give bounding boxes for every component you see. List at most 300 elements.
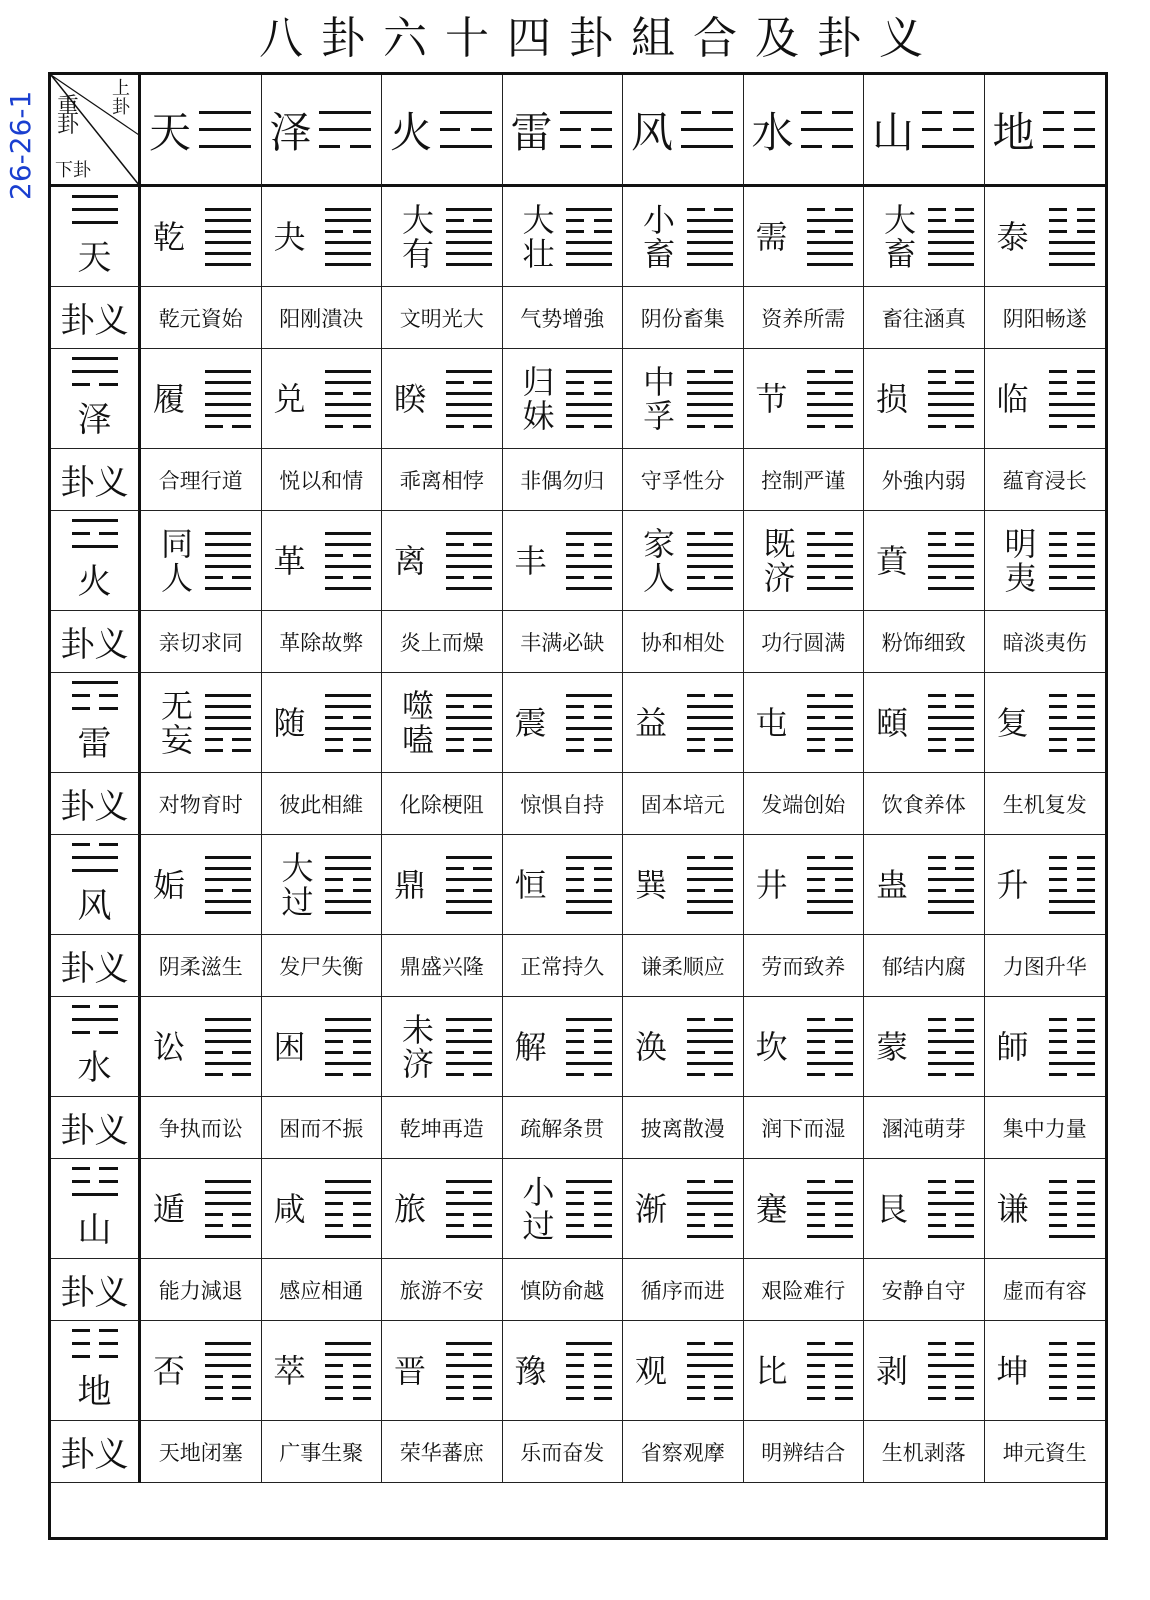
yin-line (1049, 1386, 1095, 1389)
hexagram-symbol (446, 1180, 492, 1238)
hexagram-meaning: 功行圆满 (744, 611, 865, 673)
yin-line (566, 889, 612, 892)
yang-line (325, 867, 371, 870)
hexagram-symbol (807, 856, 853, 914)
yang-line (205, 532, 251, 535)
yang-line (325, 219, 371, 222)
hexagram-symbol (928, 208, 974, 266)
hexagram-meaning: 阳刚潰决 (262, 287, 383, 349)
yang-line (566, 1062, 612, 1065)
yin-line (807, 1202, 853, 1205)
yang-line (446, 554, 492, 557)
yin-line (566, 230, 612, 233)
yin-line (205, 1375, 251, 1378)
hexagram-symbol (1049, 208, 1095, 266)
yang-line (928, 414, 974, 417)
hexagram-cell (503, 187, 624, 287)
yang-line (566, 587, 612, 590)
meaning-row-label: 卦义 (51, 449, 141, 511)
yang-line (687, 878, 733, 881)
hexagram-cell (623, 835, 744, 935)
hexagram-meaning: 溷沌萌芽 (864, 1097, 985, 1159)
hexagram-symbol (325, 694, 371, 752)
trigram-name: 地 (77, 1371, 112, 1412)
yin-line (807, 230, 853, 233)
yin-line (1049, 1353, 1095, 1356)
yin-line (205, 1051, 251, 1054)
yin-line (325, 1051, 371, 1054)
hexagram-meaning: 循序而进 (623, 1259, 744, 1321)
hexagram-cell (382, 349, 503, 449)
hexagram-cell (623, 997, 744, 1097)
yang-line (687, 392, 733, 395)
hexagram-name: 随 (273, 703, 306, 742)
yang-line (566, 1235, 612, 1238)
yin-line (72, 1031, 118, 1034)
hexagram-name: 比 (755, 1351, 788, 1390)
yin-line (1043, 145, 1095, 148)
yang-line (1049, 900, 1095, 903)
hexagram-meaning: 郁结内腐 (864, 935, 985, 997)
hexagram-symbol (205, 1018, 251, 1076)
hexagram-name: 未济 (401, 1010, 434, 1083)
upper-trigram-header (744, 75, 865, 187)
yang-line (199, 145, 251, 148)
hexagram-cell (382, 835, 503, 935)
yang-line (566, 1180, 612, 1183)
hexagram-name: 涣 (635, 1027, 668, 1066)
meaning-row-label: 卦义 (51, 773, 141, 835)
hexagram-symbol (807, 1180, 853, 1238)
yang-line (446, 1202, 492, 1205)
hexagram-cell (744, 1159, 865, 1259)
yang-line (687, 403, 733, 406)
hexagram-name: 師 (996, 1027, 1029, 1066)
hexagram-cell (262, 835, 383, 935)
yang-line (446, 1062, 492, 1065)
yin-line (325, 1375, 371, 1378)
yin-line (205, 1224, 251, 1227)
lower-trigram-label (51, 997, 141, 1097)
yin-line (205, 738, 251, 741)
yang-line (446, 392, 492, 395)
yin-line (566, 1191, 612, 1194)
hexagram-symbol (807, 532, 853, 590)
hexagram-meaning: 暗淡夷伤 (985, 611, 1106, 673)
hexagram-meaning: 阴阳畅遂 (985, 287, 1106, 349)
yin-line (922, 111, 974, 114)
yin-line (928, 1386, 974, 1389)
hexagram-meaning: 披离散漫 (623, 1097, 744, 1159)
yin-line (928, 1073, 974, 1076)
yin-line (928, 219, 974, 222)
hexagram-name: 震 (514, 703, 547, 742)
hexagram-meaning: 劳而致养 (744, 935, 865, 997)
yin-line (801, 145, 853, 148)
yin-line (1049, 425, 1095, 428)
yin-line (1049, 1051, 1095, 1054)
trigram-symbol (72, 1329, 118, 1358)
yang-line (566, 241, 612, 244)
yin-line (928, 532, 974, 535)
hexagram-meaning: 天地闭塞 (141, 1421, 262, 1483)
hexagram-name: 旅 (394, 1189, 427, 1228)
yang-line (687, 252, 733, 255)
yin-line (566, 1353, 612, 1356)
yin-line (325, 392, 371, 395)
yang-line (928, 1202, 974, 1205)
yang-line (922, 145, 974, 148)
yin-line (560, 145, 612, 148)
yang-line (446, 878, 492, 881)
yin-line (1049, 856, 1095, 859)
yang-line (325, 565, 371, 568)
yin-line (325, 889, 371, 892)
hexagram-symbol (205, 208, 251, 266)
yin-line (687, 1213, 733, 1216)
upper-trigram-header (985, 75, 1106, 187)
hexagram-meaning: 气势增強 (503, 287, 624, 349)
yin-line (566, 1202, 612, 1205)
hexagram-cell (623, 187, 744, 287)
yang-line (687, 414, 733, 417)
hexagram-meaning: 困而不振 (262, 1097, 383, 1159)
hexagram-meaning: 彼此相維 (262, 773, 383, 835)
yang-line (446, 1018, 492, 1021)
hexagram-meaning: 控制严谨 (744, 449, 865, 511)
yang-line (325, 1180, 371, 1183)
yang-line (446, 1180, 492, 1183)
yang-line (566, 1342, 612, 1345)
hexagram-meaning: 艰险难行 (744, 1259, 865, 1321)
yin-line (801, 111, 853, 114)
yin-line (687, 856, 733, 859)
trigram-symbol (72, 681, 118, 710)
yin-line (446, 1224, 492, 1227)
yin-line (1049, 889, 1095, 892)
yang-line (325, 1353, 371, 1356)
yin-line (566, 1051, 612, 1054)
hexagram-cell (141, 673, 262, 773)
yin-line (687, 1051, 733, 1054)
yang-line (446, 208, 492, 211)
yin-line (807, 576, 853, 579)
trigram-name: 水 (77, 1047, 112, 1088)
yang-line (205, 900, 251, 903)
yin-line (446, 1375, 492, 1378)
hexagram-meaning: 力图升华 (985, 935, 1106, 997)
hexagram-name: 艮 (876, 1189, 909, 1228)
yang-line (205, 252, 251, 255)
yang-line (928, 878, 974, 881)
yin-line (807, 878, 853, 881)
yin-line (446, 543, 492, 546)
yang-line (325, 414, 371, 417)
hexagram-cell (382, 997, 503, 1097)
yang-line (325, 543, 371, 546)
yin-line (566, 381, 612, 384)
yang-line (205, 403, 251, 406)
yin-line (446, 381, 492, 384)
yang-line (205, 911, 251, 914)
hexagram-symbol (325, 1342, 371, 1400)
hexagram-symbol (928, 1342, 974, 1400)
yang-line (205, 727, 251, 730)
yang-line (928, 241, 974, 244)
yang-line (205, 241, 251, 244)
hexagram-meaning: 疏解条贯 (503, 1097, 624, 1159)
hexagram-symbol (928, 370, 974, 428)
trigram-symbol (72, 1005, 118, 1034)
hexagram-symbol (687, 856, 733, 914)
hexagram-cell (503, 835, 624, 935)
yin-line (928, 381, 974, 384)
yin-line (446, 1386, 492, 1389)
yin-line (687, 889, 733, 892)
yin-line (446, 576, 492, 579)
yin-line (566, 867, 612, 870)
yin-line (1049, 208, 1095, 211)
yang-line (446, 716, 492, 719)
yang-line (205, 1202, 251, 1205)
hexagram-cell (382, 511, 503, 611)
hexagram-cell (985, 835, 1106, 935)
yin-line (446, 1191, 492, 1194)
hexagram-symbol (1049, 532, 1095, 590)
yin-line (72, 1329, 118, 1332)
yang-line (687, 1364, 733, 1367)
yin-line (446, 425, 492, 428)
yang-line (687, 219, 733, 222)
yin-line (566, 392, 612, 395)
hexagram-cell (864, 997, 985, 1097)
hexagram-cell (985, 187, 1106, 287)
yang-line (1049, 241, 1095, 244)
hexagram-symbol (566, 694, 612, 752)
yang-line (928, 727, 974, 730)
lower-trigram-label (51, 835, 141, 935)
hexagram-symbol (325, 370, 371, 428)
yang-line (325, 911, 371, 914)
yang-line (205, 587, 251, 590)
yang-line (928, 403, 974, 406)
hexagram-cell (141, 1159, 262, 1259)
yang-line (446, 1342, 492, 1345)
trigram-name: 山 (77, 1209, 112, 1250)
yin-line (72, 1167, 118, 1170)
yang-line (928, 263, 974, 266)
yin-line (566, 543, 612, 546)
yang-line (205, 856, 251, 859)
yang-line (72, 856, 118, 859)
yin-line (1049, 543, 1095, 546)
yang-line (566, 370, 612, 373)
table-corner (51, 75, 141, 187)
trigram-name: 水 (751, 107, 794, 157)
yang-line (205, 370, 251, 373)
yang-line (1049, 587, 1095, 590)
yang-line (205, 1364, 251, 1367)
yin-line (928, 889, 974, 892)
hexagram-name: 噬嗑 (401, 686, 434, 759)
hexagram-cell (985, 997, 1106, 1097)
yin-line (1049, 716, 1095, 719)
yin-line (325, 738, 371, 741)
yang-line (687, 867, 733, 870)
hexagram-name: 坎 (755, 1027, 788, 1066)
yang-line (205, 263, 251, 266)
meaning-row-label: 卦义 (51, 1097, 141, 1159)
yin-line (1049, 867, 1095, 870)
yin-line (566, 1029, 612, 1032)
yin-line (325, 878, 371, 881)
yang-line (807, 1353, 853, 1356)
yang-line (205, 543, 251, 546)
yang-line (205, 554, 251, 557)
yin-line (687, 370, 733, 373)
yin-line (72, 1342, 118, 1345)
yin-line (1049, 1397, 1095, 1400)
hexagram-meaning: 乐而奋发 (503, 1421, 624, 1483)
meaning-row-label: 卦义 (51, 287, 141, 349)
hexagram-cell (262, 1159, 383, 1259)
yang-line (205, 694, 251, 697)
corner-label-lower: 下卦 (55, 160, 91, 181)
yin-line (446, 738, 492, 741)
yang-line (681, 128, 733, 131)
yang-line (807, 1235, 853, 1238)
hexagram-symbol (446, 1342, 492, 1400)
yin-line (807, 1375, 853, 1378)
yang-line (440, 111, 492, 114)
hexagram-name: 离 (394, 541, 427, 580)
yin-line (928, 1397, 974, 1400)
yang-line (205, 414, 251, 417)
hexagram-symbol (928, 694, 974, 752)
yang-line (566, 532, 612, 535)
hexagram-name: 大壮 (522, 200, 555, 273)
yin-line (1049, 705, 1095, 708)
hexagram-meaning: 旅游不安 (382, 1259, 503, 1321)
yin-line (1049, 576, 1095, 579)
hexagram-cell (864, 349, 985, 449)
hexagram-name: 损 (876, 379, 909, 418)
hexagram-symbol (446, 856, 492, 914)
yin-line (807, 889, 853, 892)
hexagram-cell (503, 1159, 624, 1259)
yang-line (1049, 565, 1095, 568)
yin-line (1049, 1375, 1095, 1378)
hexagram-cell (623, 1321, 744, 1421)
yin-line (560, 128, 612, 131)
hexagram-cell (503, 511, 624, 611)
yin-line (1049, 381, 1095, 384)
yang-line (446, 587, 492, 590)
upper-trigram-header (382, 75, 503, 187)
yin-line (1049, 1073, 1095, 1076)
yin-line (566, 554, 612, 557)
lower-trigram-label (51, 1159, 141, 1259)
yin-line (928, 1224, 974, 1227)
trigram-symbol (681, 111, 733, 148)
yin-line (325, 749, 371, 752)
lower-trigram-label (51, 1321, 141, 1421)
hexagram-name: 大畜 (883, 200, 916, 273)
hexagram-symbol (807, 694, 853, 752)
hexagram-name: 归妹 (522, 362, 555, 435)
yin-line (807, 1224, 853, 1227)
yin-line (566, 1397, 612, 1400)
yin-line (807, 208, 853, 211)
yin-line (446, 219, 492, 222)
hexagram-name: 豫 (514, 1351, 547, 1390)
yin-line (807, 749, 853, 752)
yang-line (205, 1040, 251, 1043)
trigram-name: 火 (77, 561, 112, 602)
yin-line (922, 128, 974, 131)
hexagram-symbol (205, 694, 251, 752)
hexagram-cell (382, 1159, 503, 1259)
trigram-symbol (319, 111, 371, 148)
hexagram-meaning: 生机复发 (985, 773, 1106, 835)
hexagram-meaning: 广事生聚 (262, 1421, 383, 1483)
yang-line (928, 1040, 974, 1043)
hexagram-meaning: 外強内弱 (864, 449, 985, 511)
yang-line (681, 145, 733, 148)
hexagram-meaning: 能力減退 (141, 1259, 262, 1321)
yin-line (807, 1364, 853, 1367)
hexagram-name: 姤 (153, 865, 186, 904)
yin-line (566, 1386, 612, 1389)
yin-line (928, 867, 974, 870)
yin-line (1049, 1180, 1095, 1183)
trigram-symbol (1043, 111, 1095, 148)
meaning-row-label: 卦义 (51, 611, 141, 673)
hexagram-name: 鼎 (394, 865, 427, 904)
yang-line (687, 1040, 733, 1043)
hexagram-symbol (687, 532, 733, 590)
hexagram-meaning: 省察观摩 (623, 1421, 744, 1483)
trigram-name: 天 (77, 237, 112, 278)
hexagram-symbol (928, 1180, 974, 1238)
hexagram-meaning: 革除故弊 (262, 611, 383, 673)
yin-line (1049, 1029, 1095, 1032)
yin-line (205, 1386, 251, 1389)
yin-line (319, 145, 371, 148)
yin-line (687, 1018, 733, 1021)
yin-line (1049, 1213, 1095, 1216)
hexagram-cell (262, 997, 383, 1097)
yin-line (205, 749, 251, 752)
hexagram-meaning: 生机剥落 (864, 1421, 985, 1483)
hexagram-name: 升 (996, 865, 1029, 904)
yang-line (325, 1018, 371, 1021)
hexagram-meaning: 亲切求同 (141, 611, 262, 673)
yang-line (325, 900, 371, 903)
hexagram-name: 賁 (876, 541, 909, 580)
hexagram-symbol (566, 856, 612, 914)
upper-trigram-header (864, 75, 985, 187)
yin-line (205, 1397, 251, 1400)
hexagram-meaning: 正常持久 (503, 935, 624, 997)
hexagram-symbol (928, 856, 974, 914)
hexagram-symbol (205, 532, 251, 590)
yin-line (566, 1213, 612, 1216)
hexagram-cell (864, 511, 985, 611)
yang-line (446, 911, 492, 914)
hexagram-name: 谦 (996, 1189, 1029, 1228)
hexagram-symbol (1049, 1342, 1095, 1400)
